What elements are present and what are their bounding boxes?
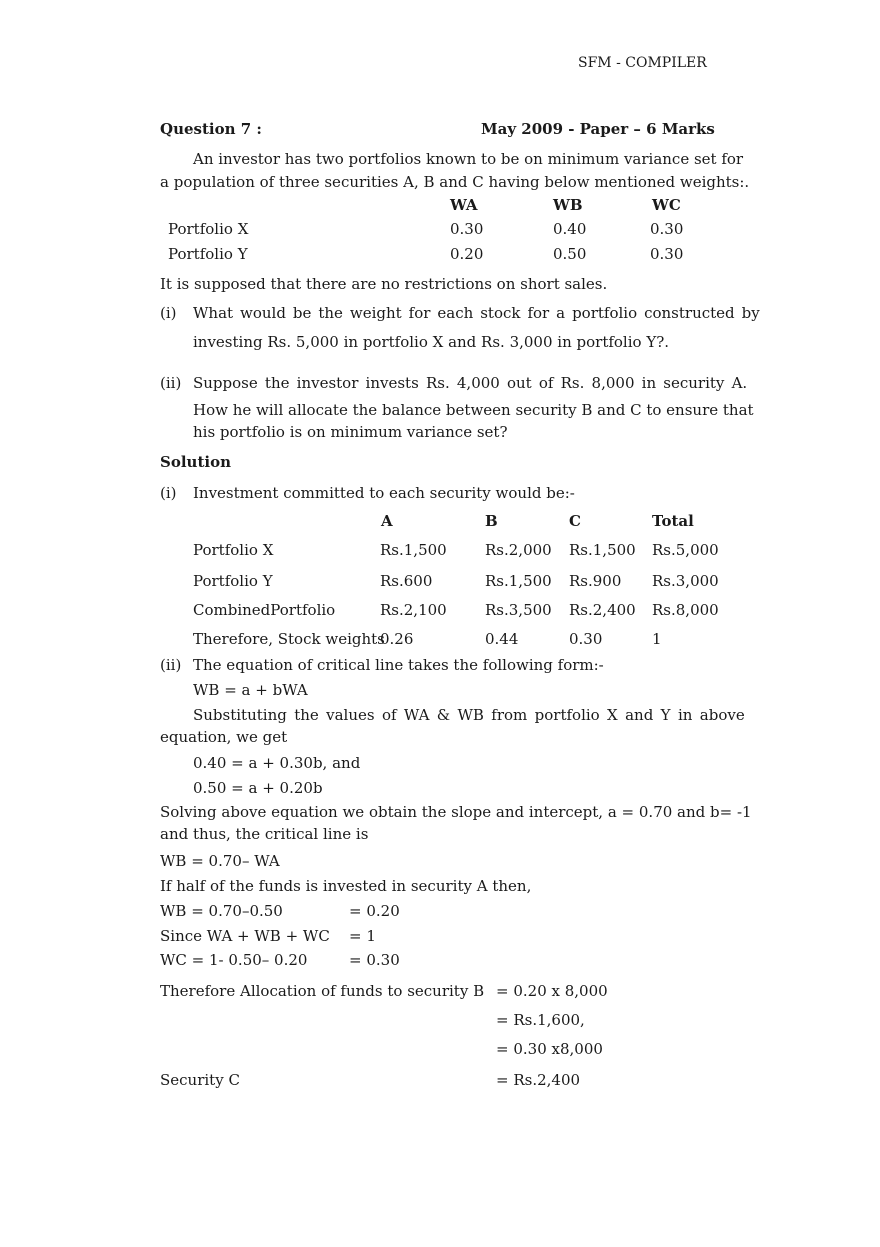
solution-part-ii-intro: The equation of critical line takes the following form:-	[193, 656, 604, 674]
allocation-value: = Rs.1,600,	[496, 1011, 585, 1029]
question-source: May 2009 - Paper – 6 Marks	[481, 120, 715, 138]
investment-header-total: Total	[652, 512, 694, 530]
investment-cell: Rs.2,100	[380, 601, 447, 619]
solution-part-ii-marker: (ii)	[160, 656, 182, 674]
investment-cell: 0.30	[569, 630, 603, 648]
critical-line: WB = 0.70– WA	[160, 852, 280, 870]
allocation-value: = 0.30 x8,000	[496, 1040, 603, 1058]
question-intro-line-1: An investor has two portfolios known to be on minimum variance set for	[193, 150, 744, 168]
weights-row-label: Portfolio X	[168, 220, 249, 238]
weights-header-wb: WB	[553, 196, 583, 214]
weights-row-label: Portfolio Y	[168, 245, 248, 263]
weights-header-wa: WA	[450, 196, 478, 214]
running-header: SFM - COMPILER	[578, 55, 707, 71]
question-part-i-line-1: What would be the weight for each stock for a portfolio constructed by	[193, 304, 760, 322]
investment-row-label: CombinedPortfolio	[193, 601, 336, 619]
substitution-line-2: equation, we get	[160, 728, 288, 746]
equation-1: 0.40 = a + 0.30b, and	[193, 754, 361, 772]
weights-cell: 0.30	[650, 245, 684, 263]
allocation-label: Therefore Allocation of funds to security B	[160, 982, 485, 1000]
investment-cell: Rs.600	[380, 572, 433, 590]
calc-right: = 1	[349, 927, 376, 945]
question-part-i-line-2: investing Rs. 5,000 in portfolio X and Rs. 3,000 in portfolio Y?.	[193, 333, 670, 351]
solution-heading: Solution	[160, 453, 231, 471]
half-funds-line: If half of the funds is invested in security A then,	[160, 877, 532, 895]
weights-cell: 0.30	[450, 220, 484, 238]
investment-cell: Rs.900	[569, 572, 622, 590]
question-part-ii-marker: (ii)	[160, 374, 182, 392]
investment-header-a: A	[381, 512, 393, 530]
critical-line-form: WB = a + bWA	[193, 681, 308, 699]
question-part-ii-line-1: Suppose the investor invests Rs. 4,000 out of Rs. 8,000 in security A.	[193, 374, 748, 392]
investment-cell: 0.44	[485, 630, 519, 648]
weights-cell: 0.30	[650, 220, 684, 238]
calc-left: WB = 0.70–0.50	[160, 902, 283, 920]
allocation-value: = 0.20 x 8,000	[496, 982, 608, 1000]
question-part-ii-line-3: his portfolio is on minimum variance set?	[193, 423, 508, 441]
investment-cell: Rs.3,000	[652, 572, 719, 590]
calc-left: Since WA + WB + WC	[160, 927, 330, 945]
short-sales-note: It is supposed that there are no restrictions on short sales.	[160, 275, 608, 293]
calc-right: = 0.30	[349, 951, 400, 969]
investment-cell: Rs.2,000	[485, 541, 552, 559]
solving-line-1: Solving above equation we obtain the slope and intercept, a = 0.70 and b= -1	[160, 803, 752, 821]
weights-cell: 0.50	[553, 245, 587, 263]
investment-cell: Rs.1,500	[485, 572, 552, 590]
calc-right: = 0.20	[349, 902, 400, 920]
security-c-label: Security C	[160, 1071, 240, 1089]
question-part-i-marker: (i)	[160, 304, 177, 322]
solution-part-i-intro: Investment committed to each security would be:-	[193, 484, 575, 502]
investment-cell: Rs.8,000	[652, 601, 719, 619]
weights-header-wc: WC	[652, 196, 681, 214]
investment-cell: Rs.1,500	[569, 541, 636, 559]
calc-left: WC = 1- 0.50– 0.20	[160, 951, 308, 969]
investment-cell: Rs.3,500	[485, 601, 552, 619]
investment-cell: Rs.2,400	[569, 601, 636, 619]
investment-row-label: Portfolio Y	[193, 572, 273, 590]
question-intro-line-2: a population of three securities A, B and C having below mentioned weights:.	[160, 173, 750, 191]
investment-cell: Rs.1,500	[380, 541, 447, 559]
question-label: Question 7 :	[160, 120, 262, 138]
investment-cell: 1	[652, 630, 662, 648]
investment-header-b: B	[485, 512, 498, 530]
investment-header-c: C	[569, 512, 581, 530]
investment-cell: Rs.5,000	[652, 541, 719, 559]
investment-row-label: Therefore, Stock weights	[193, 630, 385, 648]
solving-line-2: and thus, the critical line is	[160, 825, 369, 843]
question-part-ii-line-2: How he will allocate the balance between security B and C to ensure that	[193, 401, 754, 419]
weights-cell: 0.20	[450, 245, 484, 263]
weights-cell: 0.40	[553, 220, 587, 238]
security-c-value: = Rs.2,400	[496, 1071, 581, 1089]
investment-cell: 0.26	[380, 630, 414, 648]
substitution-line-1: Substituting the values of WA & WB from portfolio X and Y in above	[193, 706, 745, 724]
solution-part-i-marker: (i)	[160, 484, 177, 502]
investment-row-label: Portfolio X	[193, 541, 274, 559]
equation-2: 0.50 = a + 0.20b	[193, 779, 323, 797]
